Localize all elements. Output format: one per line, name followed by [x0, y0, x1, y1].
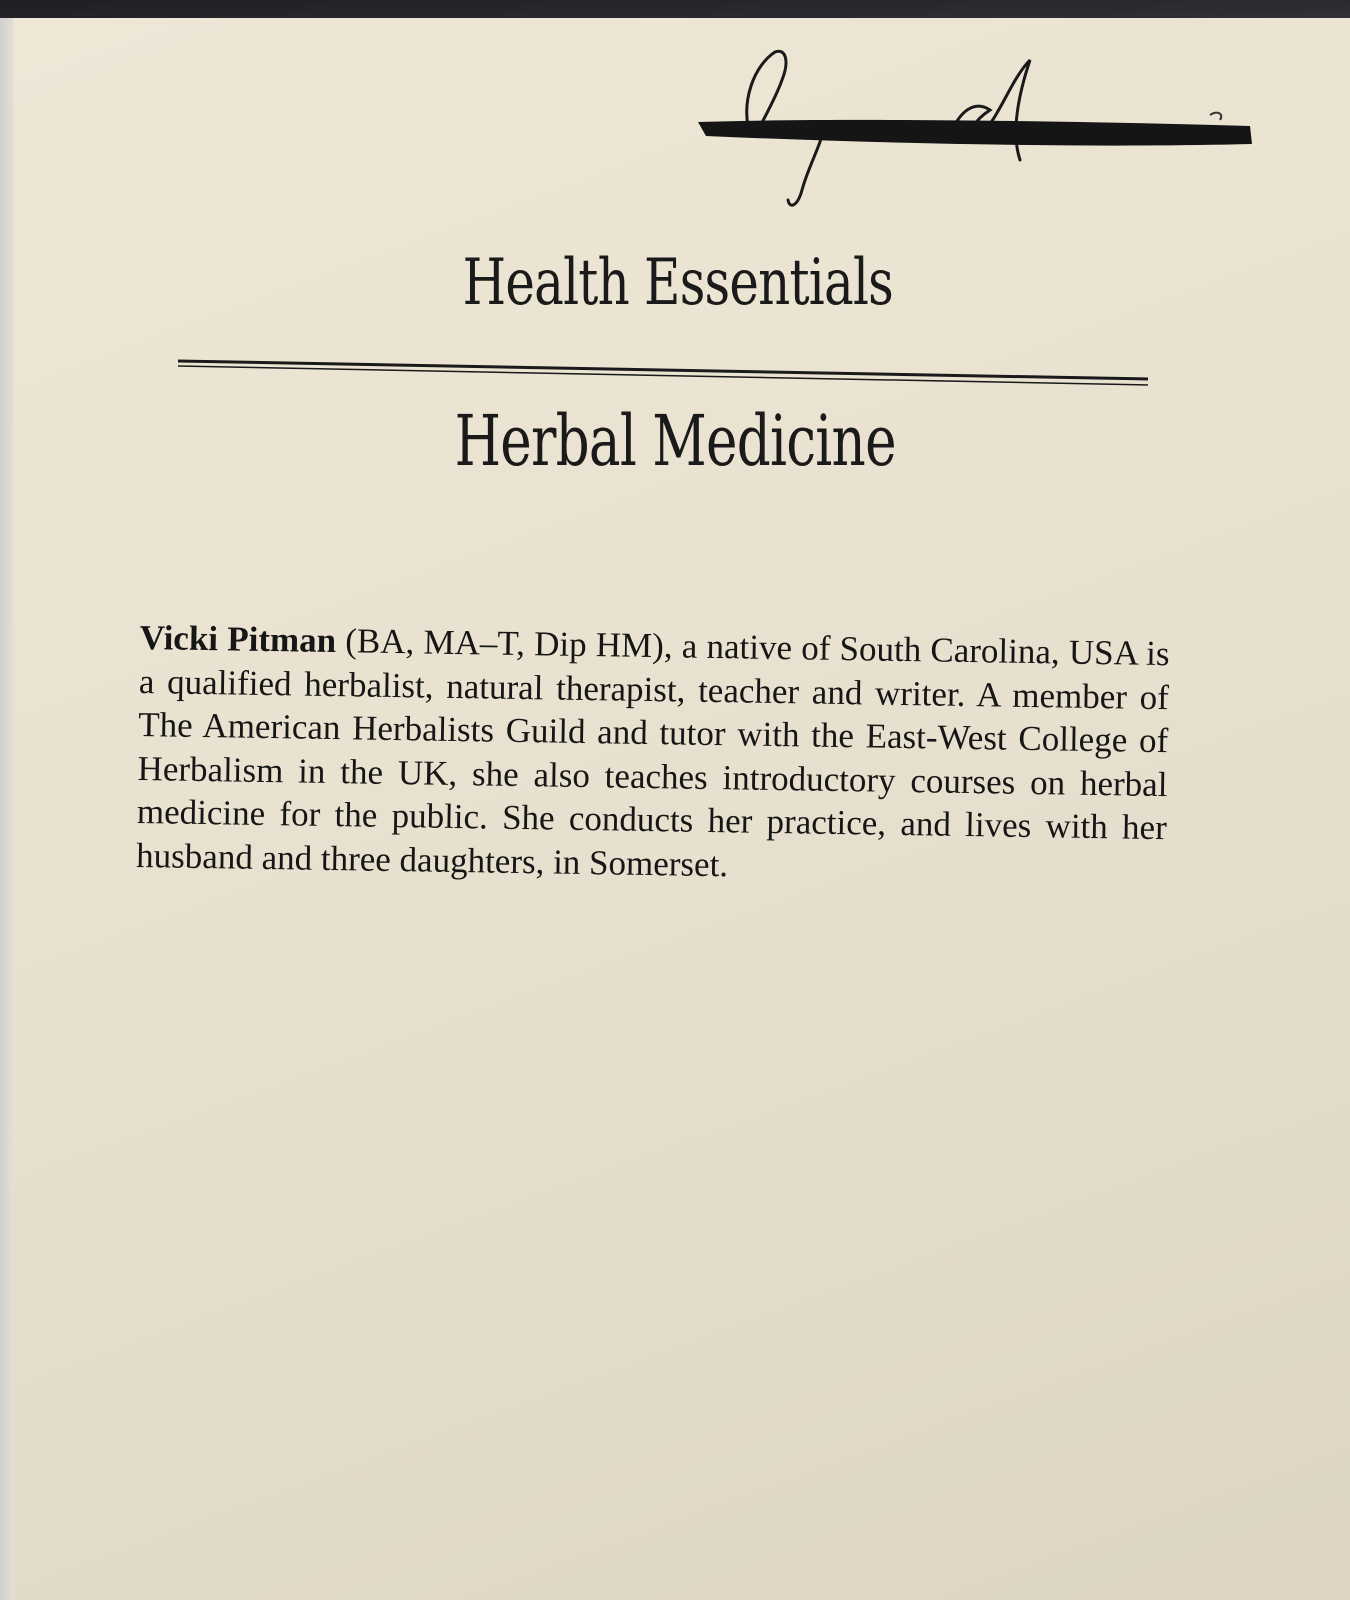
signature [690, 40, 1270, 220]
author-bio [136, 616, 1170, 893]
book-page [10, 18, 1350, 1600]
author-bio-text: (BA, MA–T, Dip HM), a native of South Carolina, USA is a qualified herbalist, natural therapist, teacher and writer. A member of The American Herbalists Guild and tutor with the East-West College of Herbalism in the UK, she also teaches introductory courses on herbal medicine for the public. She conducts her practice, and lives with her husband and three daughters, in Somerset. [135, 621, 1170, 884]
author-name: Vicki Pitman [139, 617, 337, 661]
book-title: Herbal Medicine [454, 400, 896, 482]
page-edge [0, 18, 14, 1600]
series-title: Health Essentials [462, 246, 893, 320]
title-divider [178, 358, 1148, 390]
